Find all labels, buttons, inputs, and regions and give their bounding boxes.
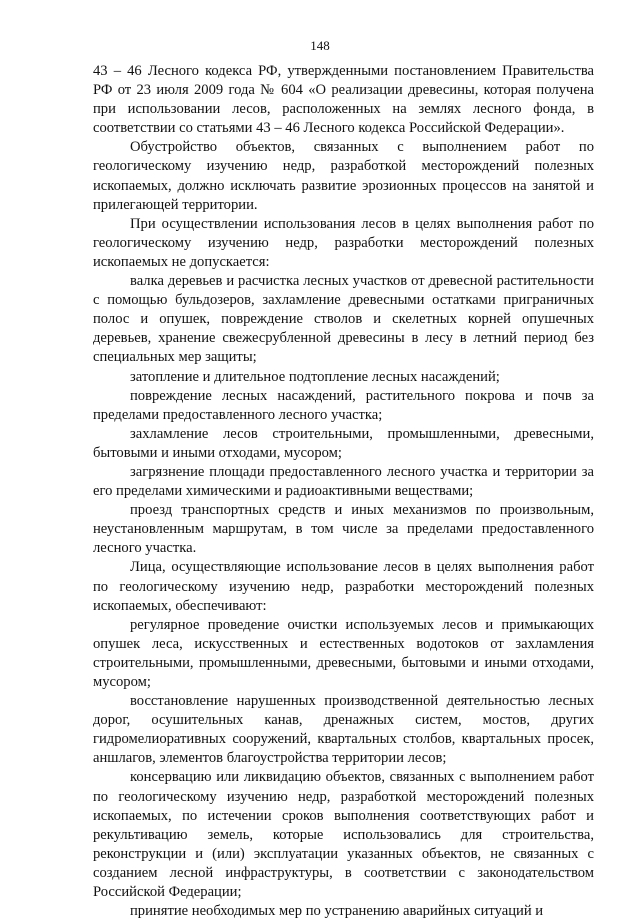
list-item: повреждение лесных насаждений, растительного покрова и почв за пределами предоставленного лесного участка; (93, 387, 594, 423)
list-item: захламление лесов строительными, промышленными, древесными, бытовыми и иными отходами, мусором; (93, 425, 594, 461)
list-item: затопление и длительное подтопление лесных насаждений; (130, 368, 500, 385)
list-item: консервацию или ликвидацию объектов, связанных с выполнением работ по геологическому изучению недр, разработкой месторождений полезных ископаемых, по истечении сроков выполнения соответствующих работ и рекультивацию земель, которые использовались для строительства, реконструкции и (или) эксплуатации указанных объектов, не связанных с созданием лесной инфраструктуры, в соответствии с законодательством Российской Федерации; (93, 769, 594, 901)
document-body (93, 62, 594, 921)
page-number: 148 (310, 38, 330, 53)
list-item: валка деревьев и расчистка лесных участков от древесной растительности с помощью бульдозеров, захламление древесными остатками приграничных полос и опушек, повреждение стволов и скелетных корней опушечных деревьев, хранение свежесрубленной древесины в лесу в летний период без специальных мер защиты; (93, 273, 594, 366)
paragraph: При осуществлении использования лесов в целях выполнения работ по геологическому изучению недр, разработки месторождений полезных ископаемых не допускается: (93, 215, 594, 270)
list-item: проезд транспортных средств и иных механизмов по произвольным, неустановленным маршрутам, в том числе за пределами предоставленного лесного участка. (93, 502, 594, 557)
paragraph-continuation: 43 – 46 Лесного кодекса РФ, утвержденными постановлением Правительства РФ от 23 июля 2009 года № 604 «О реализации древесины, которая получена при использовании лесов, расположенных на землях лесного фонда, в соответствии со статьями 43 – 46 Лесного кодекса Российской Федерации». (93, 63, 594, 137)
list-item: регулярное проведение очистки используемых лесов и примыкающих опушек леса, искусственных и естественных водотоков от захламления строительными, промышленными, древесными, бытовыми и иными отходами, мусором; (93, 616, 594, 690)
paragraph: Лица, осуществляющие использование лесов в целях выполнения работ по геологическому изучению недр, разработки месторождений полезных ископаемых, обеспечивают: (93, 559, 594, 614)
list-item: восстановление нарушенных производственной деятельностью лесных дорог, осушительных канав, дренажных систем, мостов, других гидромелиоративных сооружений, квартальных столбов, квартальных просек, аншлагов, элементов благоустройства территории лесов; (93, 693, 594, 767)
list-item: принятие необходимых мер по устранению аварийных ситуаций и (130, 903, 544, 920)
paragraph: Обустройство объектов, связанных с выполнением работ по геологическому изучению недр, разработкой месторождений полезных ископаемых, должно исключать развитие эрозионных процессов на занятой и прилегающей территории. (93, 139, 594, 213)
list-item: загрязнение площади предоставленного лесного участка и территории за его пределами химическими и радиоактивными веществами; (93, 463, 594, 500)
